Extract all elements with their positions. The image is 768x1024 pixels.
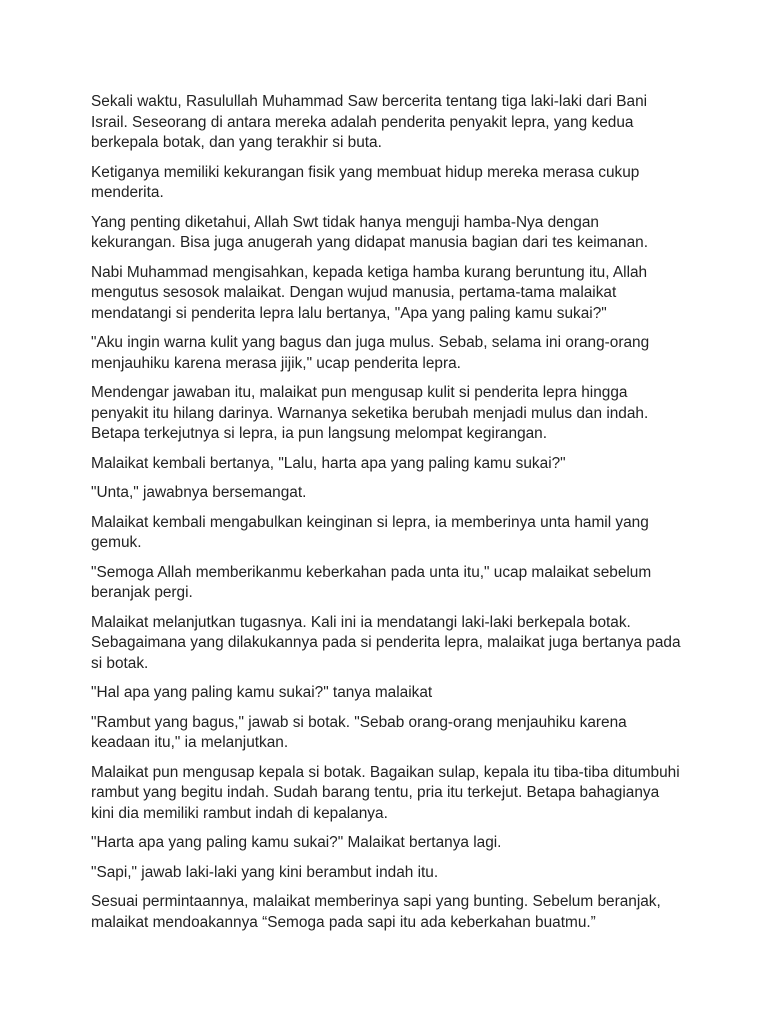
paragraph: Sekali waktu, Rasulullah Muhammad Saw bercerita tentang tiga laki-laki dari Bani Israil. Seseorang di antara mereka adalah penderita penyakit lepra, yang kedua berkepala botak, dan yang terakhir si buta. xyxy=(91,93,648,151)
paragraph: Malaikat kembali mengabulkan keinginan si lepra, ia memberinya unta hamil yang gemuk. xyxy=(91,513,649,551)
paragraph: "Hal apa yang paling kamu sukai?" tanya malaikat xyxy=(91,684,433,701)
paragraph: "Unta," jawabnya bersemangat. xyxy=(91,484,307,501)
paragraph: Malaikat melanjutkan tugasnya. Kali ini ia mendatangi laki-laki berkepala botak. Sebagaimana yang dilakukannya pada si penderita lepra, malaikat juga bertanya pada si botak. xyxy=(91,613,681,672)
paragraph: "Semoga Allah memberikanmu keberkahan pada unta itu," ucap malaikat sebelum beranjak pergi. xyxy=(91,563,652,601)
paragraph: Ketiganya memiliki kekurangan fisik yang membuat hidup mereka merasa cukup menderita. xyxy=(91,163,640,201)
paragraph: Malaikat pun mengusap kepala si botak. Bagaikan sulap, kepala itu tiba-tiba ditumbuhi rambut yang begitu indah. Sudah barang tentu, pria itu terkejut. Betapa bahagianya kini dia memiliki rambut indah di kepalanya. xyxy=(91,763,680,822)
paragraph: "Aku ingin warna kulit yang bagus dan juga mulus. Sebab, selama ini orang-orang menjauhiku karena merasa jijik," ucap penderita lepra. xyxy=(91,334,650,372)
paragraph: Mendengar jawaban itu, malaikat pun mengusap kulit si penderita lepra hingga penyakit itu hilang darinya. Warnanya seketika berubah menjadi mulus dan indah. Betapa terkejutnya si lepra, ia pun langsung melompat kegirangan. xyxy=(91,384,649,442)
paragraph: "Rambut yang bagus," jawab si botak. "Sebab orang-orang menjauhiku karena keadaan itu," ia melanjutkan. xyxy=(91,713,627,751)
paragraph: "Sapi," jawab laki-laki yang kini berambut indah itu. xyxy=(91,863,439,881)
document-body xyxy=(91,92,691,942)
paragraph: Nabi Muhammad mengisahkan, kepada ketiga hamba kurang beruntung itu, Allah mengutus sesosok malaikat. Dengan wujud manusia, pertama-tama malaikat mendatangi si penderita lepra lalu bertanya, "Apa yang paling kamu sukai?" xyxy=(91,263,648,322)
paragraph: Yang penting diketahui, Allah Swt tidak hanya menguji hamba-Nya dengan kekurangan. Bisa juga anugerah yang didapat manusia bagian dari tes keimanan. xyxy=(91,213,649,251)
paragraph: "Harta apa yang paling kamu sukai?" Malaikat bertanya lagi. xyxy=(91,834,502,851)
paragraph: Malaikat kembali bertanya, "Lalu, harta apa yang paling kamu sukai?" xyxy=(91,454,566,472)
paragraph: Sesuai permintaannya, malaikat memberinya sapi yang bunting. Sebelum beranjak, malaikat mendoakannya “Semoga pada sapi itu ada keberkahan buatmu.” xyxy=(91,893,661,931)
